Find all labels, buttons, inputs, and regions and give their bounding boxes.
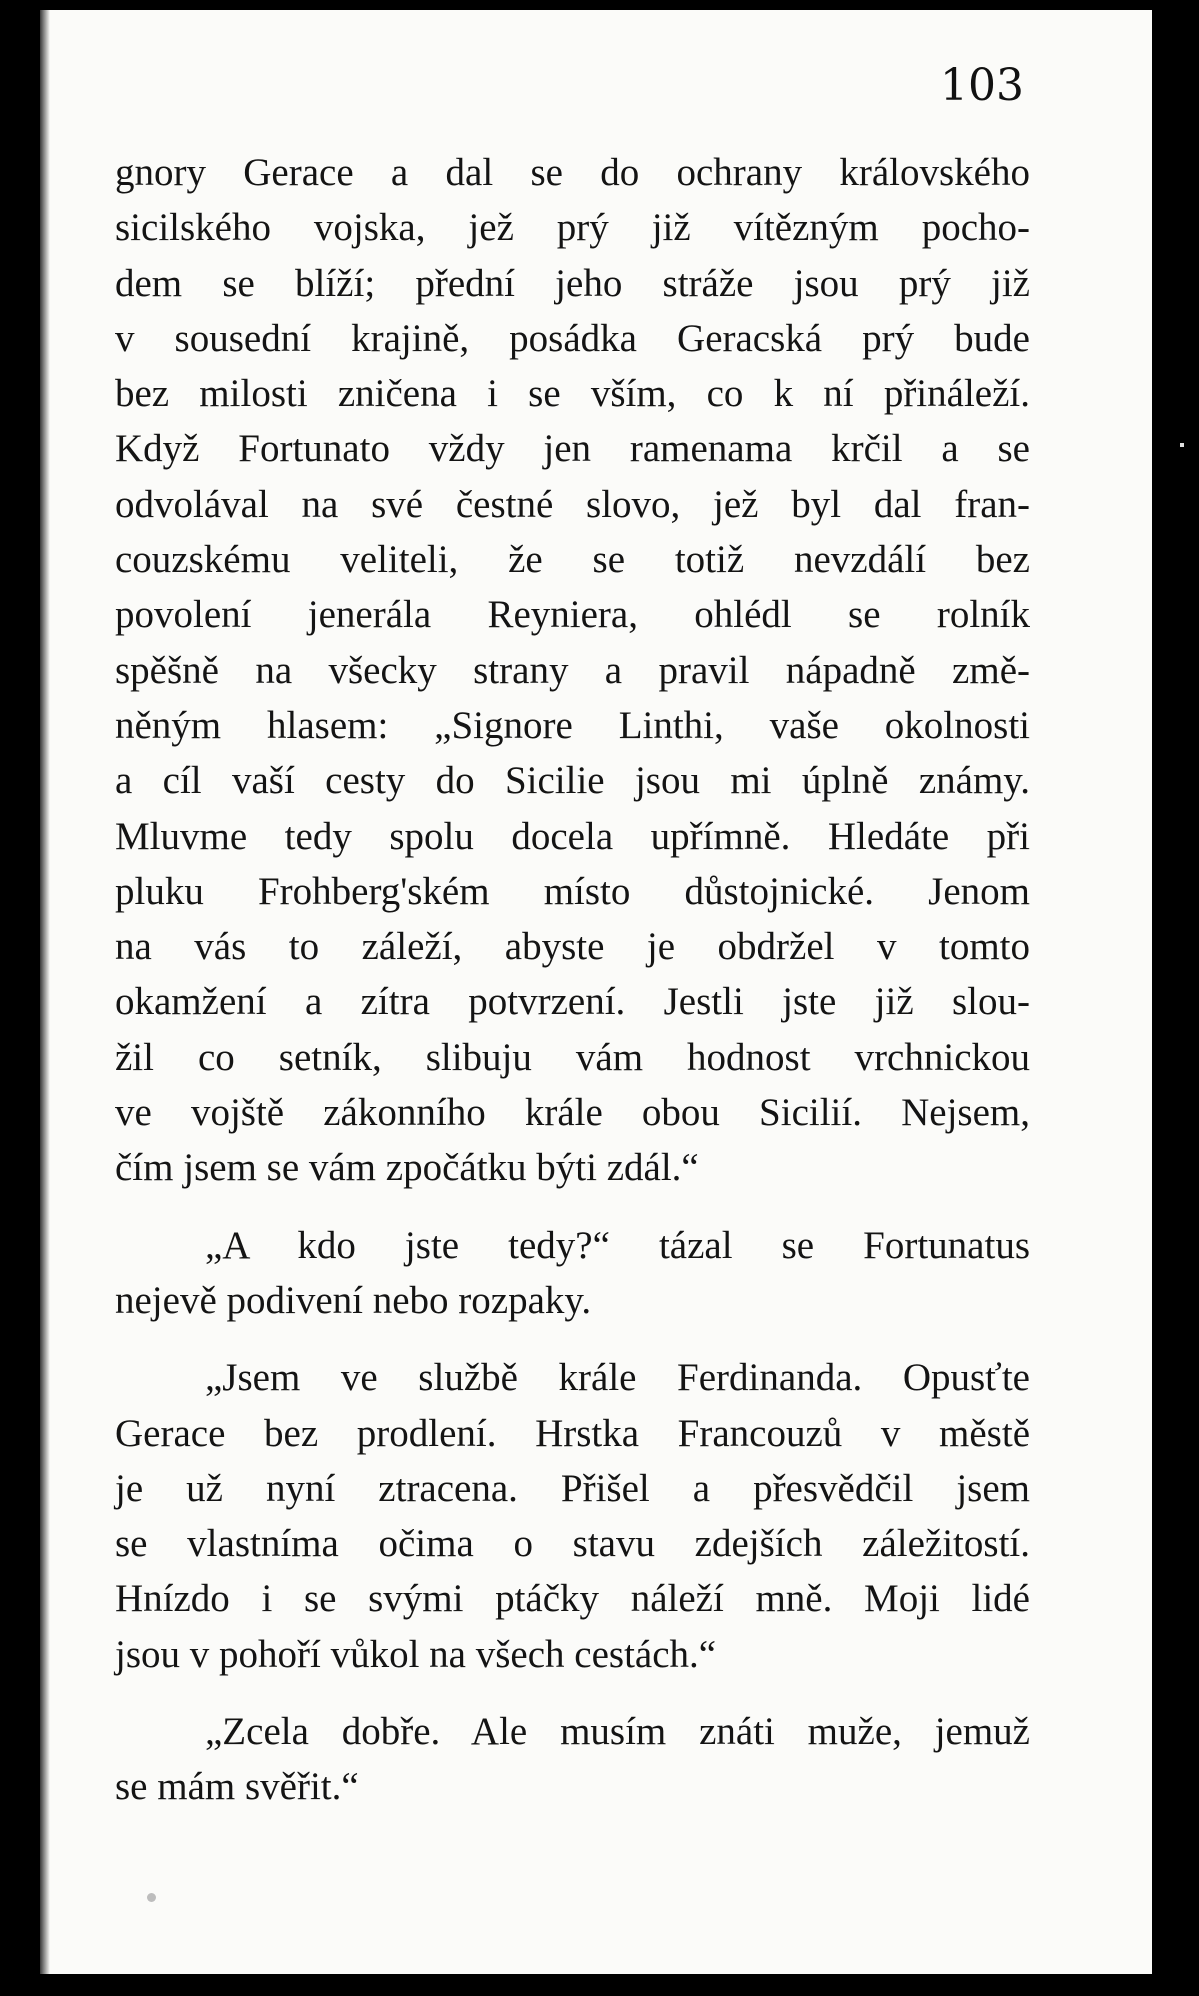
- text-line: „Zcela dobře. Ale musím znáti muže, jemuž: [205, 1710, 1030, 1754]
- paragraph: [115, 1218, 1030, 1329]
- text-line: žil co setník, slibuju vám hodnost vrchnickou: [115, 1035, 1030, 1079]
- paragraph: [115, 145, 1030, 1196]
- text-line: pluku Frohberg'ském místo důstojnické. Jenom: [115, 869, 1030, 913]
- text-line: se mám svěřit.“: [115, 1765, 359, 1809]
- text-line: sicilského vojska, jež prý již vítězným pocho-: [115, 206, 1030, 250]
- text-line: ve vojště zákonního krále obou Sicilií. Nejsem,: [115, 1091, 1030, 1135]
- body-text: [115, 145, 1030, 1815]
- text-line: spěšně na všecky strany a pravil nápadně změ-: [115, 648, 1030, 692]
- text-line: nejevě podivení nebo rozpaky.: [115, 1278, 592, 1322]
- page-number: 103: [940, 60, 1024, 111]
- page-gutter-shadow: [40, 10, 50, 1974]
- text-line: povolení jenerála Reyniera, ohlédl se rolník: [115, 593, 1030, 637]
- text-line: je už nyní ztracena. Přišel a přesvědčil jsem: [115, 1466, 1030, 1510]
- text-line: čím jsem se vám zpočátku býti zdál.“: [115, 1146, 699, 1190]
- text-line: jsou v pohoří vůkol na všech cestách.“: [115, 1632, 717, 1676]
- text-line: na vás to záleží, abyste je obdržel v tomto: [115, 925, 1030, 969]
- text-line: a cíl vaší cesty do Sicilie jsou mi úplně známy.: [115, 759, 1030, 803]
- text-line: se vlastníma očima o stavu zdejších záležitostí.: [115, 1522, 1030, 1566]
- text-line: okamžení a zítra potvrzení. Jestli jste již slou-: [115, 980, 1030, 1024]
- scan-speck: [1180, 443, 1184, 447]
- paragraph: [115, 1704, 1030, 1815]
- text-line: gnory Gerace a dal se do ochrany královského: [115, 151, 1030, 194]
- text-line: couzskému veliteli, že se totiž nevzdálí bez: [115, 538, 1030, 582]
- text-line: „Jsem ve službě krále Ferdinanda. Opusťte: [205, 1356, 1030, 1400]
- text-line: dem se blíží; přední jeho stráže jsou prý již: [115, 261, 1030, 305]
- paragraph: [115, 1350, 1030, 1682]
- text-line: Gerace bez prodlení. Hrstka Francouzů v městě: [115, 1411, 1030, 1455]
- text-line: Hnízdo i se svými ptáčky náleží mně. Moji lidé: [115, 1577, 1030, 1621]
- text-line: bez milosti zničena i se vším, co k ní přináleží.: [115, 372, 1030, 416]
- text-line: Když Fortunato vždy jen ramenama krčil a se: [115, 427, 1030, 471]
- text-line: Mluvme tedy spolu docela upřímně. Hledáte při: [115, 814, 1030, 858]
- text-line: v sousední krajině, posádka Geracská prý bude: [115, 316, 1030, 360]
- scan-speck: [147, 1893, 156, 1902]
- text-line: odvolával na své čestné slovo, jež byl dal fran-: [115, 482, 1030, 526]
- text-line: něným hlasem: „Signore Linthi, vaše okolnosti: [115, 703, 1030, 747]
- text-line: „A kdo jste tedy?“ tázal se Fortunatus: [205, 1223, 1030, 1267]
